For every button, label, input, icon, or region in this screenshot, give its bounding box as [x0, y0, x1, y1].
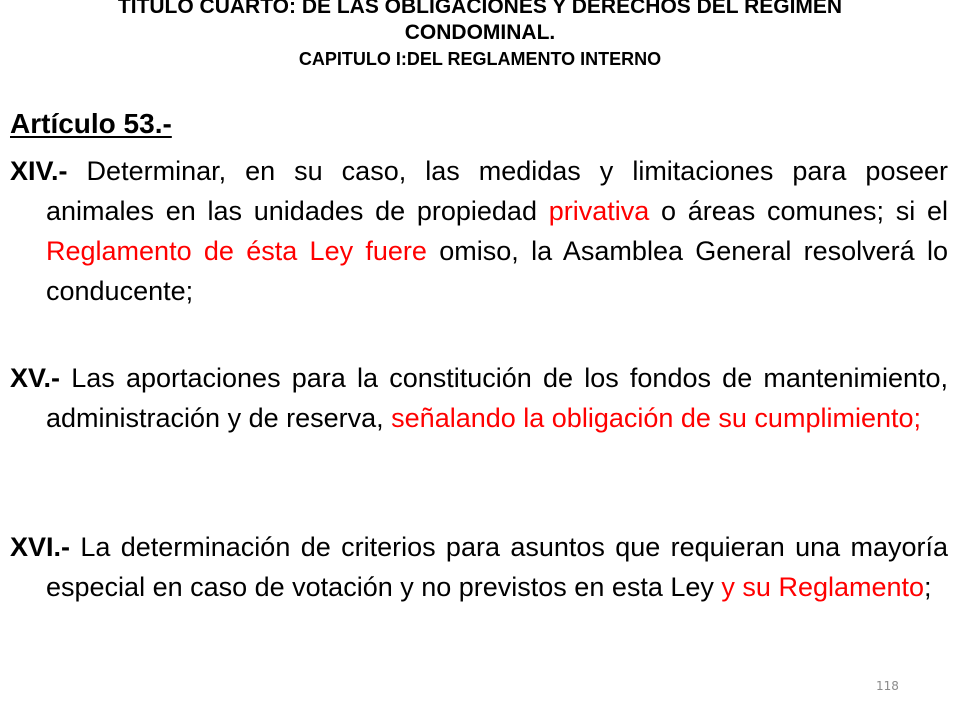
page-number: 118	[876, 679, 899, 693]
header-subtitle: CAPITULO I:DEL REGLAMENTO INTERNO	[298, 49, 662, 69]
highlighted-text: privativa	[548, 196, 650, 226]
paragraph-xv	[10, 358, 948, 438]
paragraph-text: ;	[924, 572, 932, 602]
highlighted-text: y su Reglamento	[721, 572, 925, 602]
paragraph-text: o áreas comunes; si el	[649, 196, 948, 226]
highlighted-text: Reglamento de ésta Ley fuere	[46, 236, 427, 266]
paragraph-number: XV.-	[10, 363, 61, 393]
paragraph-text: Determinar, en su caso, las medidas y limitaciones para poseer animales en las unidades de propiedad	[46, 156, 948, 226]
paragraph-text: La determinación de criterios para asuntos que requieran una mayoría especial en caso de votación y no previstos en esta Ley	[46, 532, 948, 602]
paragraph-number: XIV.-	[10, 156, 68, 186]
article-title: Artículo 53.-	[10, 108, 172, 139]
slide-header	[0, 0, 960, 71]
paragraph-text: omiso, la Asamblea General resolverá lo conducente;	[46, 236, 948, 306]
paragraph-xvi	[10, 527, 948, 607]
paragraph-number: XVI.-	[10, 532, 71, 562]
header-title-line1: TITULO CUARTO: DE LAS OBLIGACIONES Y DERECHOS DEL REGIMEN	[117, 0, 843, 18]
highlighted-text: señalando la obligación de su cumplimiento;	[391, 403, 921, 433]
paragraph-xiv	[10, 151, 948, 311]
paragraph-text: Las aportaciones para la constitución de los fondos de mantenimiento, administración y de reserva,	[46, 363, 948, 433]
header-title-line2: CONDOMINAL.	[404, 21, 556, 44]
